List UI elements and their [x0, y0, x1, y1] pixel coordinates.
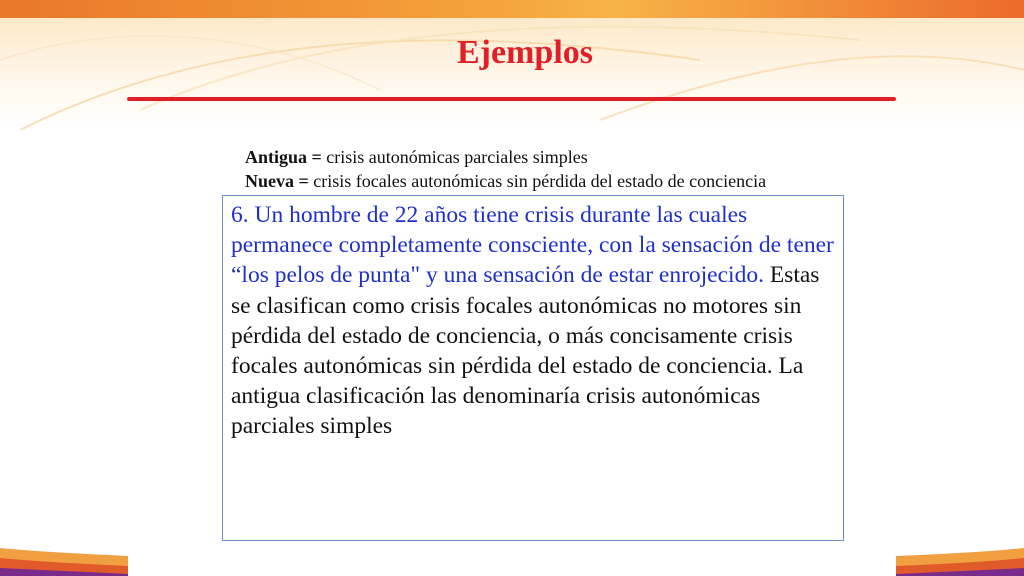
legend-old-row: [245, 145, 766, 169]
case-description: 6. Un hombre de 22 años tiene crisis durante las cuales permanece completamente consciente, con la sensación de tener “los pelos de punta" y una sensación de estar enrojecido.: [231, 202, 834, 289]
case-explanation: Estas se clasifican como crisis focales autonómicas no motores sin pérdida del estado de conciencia, o más concisamente crisis focales autonómicas sin pérdida del estado de conciencia. La antigua clasificación las denominaría crisis autonómicas parciales simples: [231, 262, 820, 440]
slide-title: Ejemplos: [457, 34, 593, 71]
title-underline: [127, 97, 896, 101]
case-text-box: [222, 195, 844, 541]
classification-legend: [245, 145, 766, 193]
legend-old-label: Antigua =: [245, 147, 322, 167]
legend-new-text: crisis focales autonómicas sin pérdida del estado de conciencia: [308, 171, 767, 191]
legend-old-text: crisis autonómicas parciales simples: [321, 147, 588, 167]
legend-new-row: [245, 169, 766, 193]
legend-new-label: Nueva =: [245, 171, 309, 191]
bottom-swoosh-decoration: [0, 540, 1024, 576]
